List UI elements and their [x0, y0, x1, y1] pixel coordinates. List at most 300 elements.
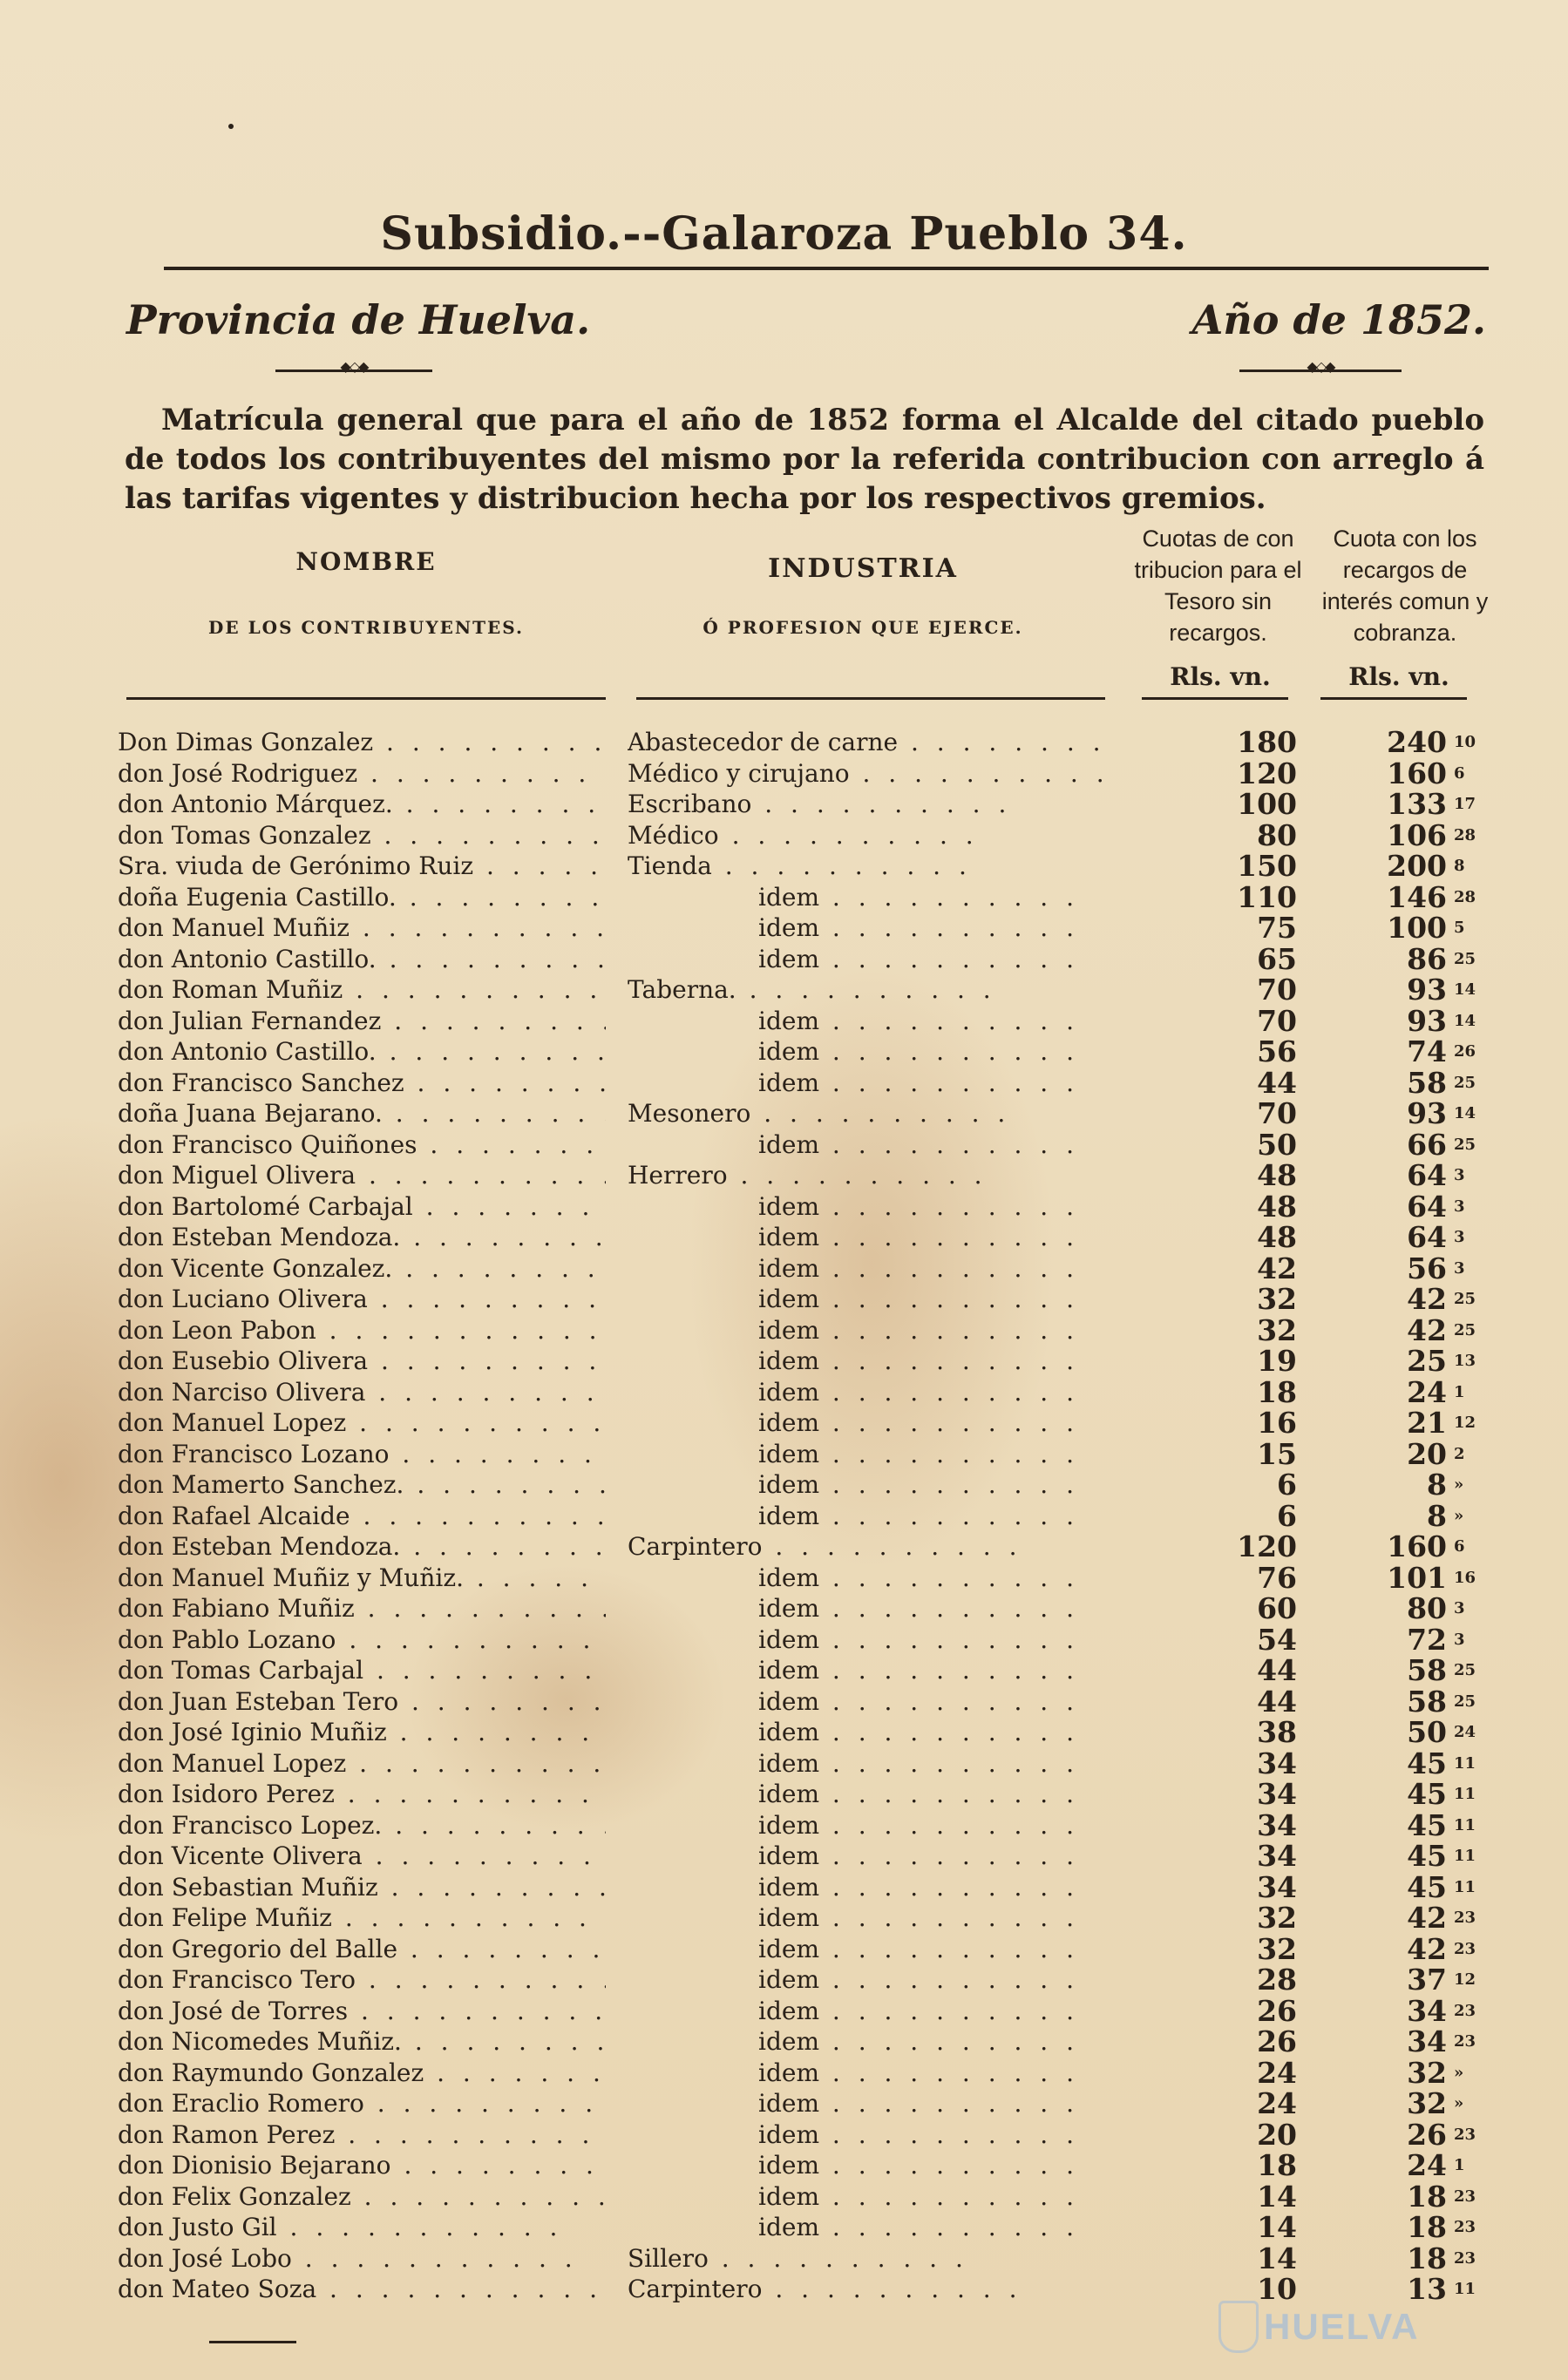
industry: idem . .	[628, 2088, 1116, 2119]
cuota-recargos-cents: 25	[1454, 1692, 1476, 1711]
cuota-recargos: 45	[1407, 1869, 1447, 1904]
cuota-tesoro: 18	[1257, 1374, 1297, 1409]
cuota-recargos: 34	[1407, 1993, 1447, 2028]
cuota-recargos: 32	[1407, 2055, 1447, 2090]
cuota-recargos-cents: 23	[1454, 1939, 1476, 1958]
cuota-recargos-cents: 12	[1454, 1414, 1476, 1432]
table-row	[0, 1436, 1568, 1471]
cuota-recargos: 72	[1407, 1622, 1447, 1657]
industry: idem . .	[628, 2181, 1116, 2213]
cuota-recargos: 74	[1407, 1034, 1447, 1068]
industry: idem . .	[628, 944, 1116, 975]
cuota-tesoro: 70	[1257, 1003, 1297, 1038]
cuota-recargos: 64	[1407, 1189, 1447, 1224]
cuota-recargos-cents: 6	[1454, 763, 1465, 783]
table-row	[0, 1253, 1568, 1285]
contributor-name: don Antonio Castillo. . .	[118, 1036, 606, 1068]
table-row	[0, 1655, 1568, 1686]
table-row	[0, 1993, 1568, 2028]
cuota-tesoro: 80	[1257, 817, 1297, 852]
industry: Taberna. . .	[628, 974, 1116, 1006]
industry: idem . .	[628, 1841, 1116, 1872]
table-row	[0, 1469, 1568, 1501]
contributor-name: don Roman Muñiz . .	[118, 974, 606, 1006]
header-rls-1: Rls. vn.	[1170, 662, 1271, 691]
cuota-recargos-cents: 23	[1454, 2032, 1476, 2051]
cuota-recargos: 21	[1407, 1406, 1447, 1440]
contributor-name: don Manuel Lopez . .	[118, 1748, 606, 1780]
contributors-table	[0, 727, 1568, 2305]
table-row	[0, 2212, 1568, 2243]
cuota-recargos: 80	[1407, 1591, 1447, 1625]
header-rule-nombre	[126, 697, 606, 700]
cuota-recargos-cents: 11	[1454, 1847, 1476, 1865]
contributor-name: don Francisco Lopez. . .	[118, 1810, 606, 1841]
industry: idem . .	[628, 1686, 1116, 1718]
header-rule-industria	[636, 697, 1105, 700]
cuota-recargos-cents: 16	[1454, 1568, 1476, 1587]
table-row	[0, 1748, 1568, 1780]
industry: idem . .	[628, 1469, 1116, 1501]
contributor-name: don Gregorio del Balle . .	[118, 1934, 606, 1965]
industry: idem . .	[628, 1563, 1116, 1594]
industry: idem . .	[628, 1655, 1116, 1686]
industry: idem . .	[628, 1284, 1116, 1315]
cuota-recargos: 106	[1387, 817, 1447, 852]
table-row	[0, 1717, 1568, 1748]
cuota-recargos: 64	[1407, 1220, 1447, 1254]
cuota-recargos: 160	[1387, 1529, 1447, 1563]
cuota-recargos: 93	[1407, 973, 1447, 1007]
cuota-recargos-cents: 24	[1454, 1723, 1476, 1741]
cuota-recargos-cents: 10	[1454, 733, 1476, 751]
cuota-recargos-cents: 3	[1454, 1258, 1465, 1278]
cuota-tesoro: 32	[1257, 1901, 1297, 1935]
cuota-tesoro: 24	[1257, 2086, 1297, 2120]
cuota-recargos: 26	[1407, 2117, 1447, 2152]
industry: idem . .	[628, 1315, 1116, 1346]
cuota-tesoro: 34	[1257, 1869, 1297, 1904]
cuota-recargos: 42	[1407, 1282, 1447, 1316]
contributor-name: don Esteban Mendoza. . .	[118, 1222, 606, 1253]
cuota-tesoro: 150	[1237, 849, 1297, 883]
cuota-tesoro: 6	[1277, 1498, 1297, 1533]
table-row	[0, 1191, 1568, 1223]
cuota-recargos: 56	[1407, 1251, 1447, 1285]
cuota-recargos-cents: 23	[1454, 2001, 1476, 2020]
cuota-tesoro: 14	[1257, 2179, 1297, 2214]
cuota-recargos-cents: 3	[1454, 1228, 1465, 1246]
cuota-recargos-cents: 11	[1454, 1753, 1476, 1773]
table-row	[0, 817, 1568, 852]
contributor-name: don Esteban Mendoza. . .	[118, 1531, 606, 1563]
table-row	[0, 1624, 1568, 1656]
cuota-recargos-cents: 23	[1454, 2187, 1476, 2206]
table-row	[0, 1098, 1568, 1129]
cuota-recargos: 200	[1387, 849, 1447, 883]
industry: idem . .	[628, 1964, 1116, 1996]
industry: idem . .	[628, 1593, 1116, 1624]
cuota-tesoro: 120	[1237, 1529, 1297, 1563]
cuota-recargos: 32	[1407, 2086, 1447, 2120]
contributor-name: don Dionisio Bejarano . .	[118, 2150, 606, 2181]
cuota-recargos: 45	[1407, 1807, 1447, 1842]
contributor-name: don Raymundo Gonzalez . .	[118, 2058, 606, 2089]
cuota-tesoro: 15	[1257, 1436, 1297, 1471]
ornament-left	[275, 370, 432, 372]
cuota-recargos-cents: 3	[1454, 1630, 1465, 1649]
table-row	[0, 1065, 1568, 1100]
cuota-recargos-cents: 25	[1454, 1290, 1476, 1308]
industry: idem . .	[628, 882, 1116, 913]
industry: Médico . .	[628, 820, 1116, 851]
cuota-recargos-cents: 12	[1454, 1970, 1476, 1989]
industry: idem . .	[628, 1748, 1116, 1780]
industry: idem . .	[628, 2119, 1116, 2151]
cuota-tesoro: 60	[1257, 1591, 1297, 1625]
province-heading: Provincia de Huelva.	[126, 296, 591, 343]
cuota-recargos: 24	[1407, 2148, 1447, 2182]
cuota-recargos: 42	[1407, 1901, 1447, 1935]
contributor-name: don Nicomedes Muñiz. . .	[118, 2026, 606, 2058]
table-row	[0, 758, 1568, 790]
contributor-name: don Ramon Perez . .	[118, 2119, 606, 2151]
cuota-recargos-cents: 1	[1454, 2156, 1465, 2174]
cuota-recargos: 50	[1407, 1715, 1447, 1749]
industry: idem . .	[628, 1129, 1116, 1161]
table-row	[0, 1160, 1568, 1191]
contributor-name: don Tomas Gonzalez . .	[118, 820, 606, 851]
industry: idem . .	[628, 2212, 1116, 2243]
table-row	[0, 2150, 1568, 2181]
cuota-recargos: 100	[1387, 911, 1447, 945]
intro-paragraph: Matrícula general que para el año de 1852 forma el Alcalde del citado pueblo de todos los contribuyentes del mismo por la referida contribucion con arreglo á las tarifas vigentes y distribucion hecha por los respectivos gremios.	[125, 403, 1484, 516]
industry: idem . .	[628, 1253, 1116, 1285]
table-row	[0, 1312, 1568, 1347]
contributor-name: don Manuel Muñiz . .	[118, 912, 606, 944]
table-row	[0, 1841, 1568, 1872]
table-row	[0, 1129, 1568, 1161]
industry: idem . .	[628, 1346, 1116, 1377]
ornament-right	[1239, 370, 1402, 372]
cuota-tesoro: 44	[1257, 1684, 1297, 1719]
industry: Tienda . .	[628, 851, 1116, 882]
cuota-recargos-cents: 28	[1454, 887, 1476, 906]
contributor-name: don Rafael Alcaide . .	[118, 1501, 606, 1532]
archive-shield-icon	[1218, 2301, 1259, 2353]
header-rule-cuota2	[1320, 697, 1467, 700]
industry: idem . .	[628, 1902, 1116, 1934]
cuota-recargos-cents: 11	[1454, 1785, 1476, 1803]
table-row	[0, 2274, 1568, 2305]
table-row	[0, 1869, 1568, 1904]
cuota-tesoro: 54	[1257, 1622, 1297, 1657]
cuota-tesoro: 14	[1257, 2210, 1297, 2244]
header-cuota-recargos: Cuota con los recargos de interés comun y cobranza.	[1321, 525, 1489, 646]
cuota-tesoro: 44	[1257, 1065, 1297, 1100]
cuota-tesoro: 48	[1257, 1189, 1297, 1224]
contributor-name: Don Dimas Gonzalez . .	[118, 727, 606, 758]
contributor-name: don Sebastian Muñiz . .	[118, 1872, 606, 1903]
table-row	[0, 1003, 1568, 1038]
contributor-name: don Juan Esteban Tero . .	[118, 1686, 606, 1718]
cuota-tesoro: 14	[1257, 2241, 1297, 2275]
industry: idem . .	[628, 912, 1116, 944]
cuota-recargos-cents: 23	[1454, 2125, 1476, 2144]
table-row	[0, 727, 1568, 758]
cuota-recargos: 42	[1407, 1931, 1447, 1966]
table-row	[0, 912, 1568, 944]
footer-rule	[209, 2341, 296, 2343]
cuota-tesoro: 65	[1257, 941, 1297, 976]
cuota-recargos-cents: 26	[1454, 1042, 1476, 1061]
cuota-recargos-cents: 28	[1454, 825, 1476, 844]
cuota-tesoro: 70	[1257, 1096, 1297, 1130]
contributor-name: don José Rodriguez . .	[118, 758, 606, 790]
cuota-recargos-cents: 23	[1454, 1909, 1476, 1927]
cuota-recargos-cents: 11	[1454, 2280, 1476, 2298]
industry: idem . .	[628, 1717, 1116, 1748]
header-nombre-sub: DE LOS CONTRIBUYENTES.	[208, 617, 524, 638]
cuota-recargos-cents: »	[1454, 1506, 1464, 1525]
table-row	[0, 1407, 1568, 1439]
industry: Abastecedor de carne . .	[628, 727, 1116, 758]
industry: Médico y cirujano . .	[628, 758, 1116, 790]
header-industria: INDUSTRIA	[768, 553, 958, 584]
title-rule	[164, 267, 1489, 270]
cuota-recargos: 45	[1407, 1839, 1447, 1873]
industry: idem . .	[628, 1222, 1116, 1253]
industry: Carpintero . .	[628, 1531, 1116, 1563]
cuota-tesoro: 32	[1257, 1282, 1297, 1316]
industry: idem . .	[628, 1036, 1116, 1068]
cuota-recargos-cents: »	[1454, 2063, 1464, 2082]
industry: Mesonero . .	[628, 1098, 1116, 1129]
cuota-recargos: 58	[1407, 1684, 1447, 1719]
contributor-name: don Vicente Olivera . .	[118, 1841, 606, 1872]
industry: idem . .	[628, 1810, 1116, 1841]
cuota-recargos: 37	[1407, 1963, 1447, 1997]
cuota-recargos: 18	[1407, 2210, 1447, 2244]
cuota-tesoro: 110	[1237, 879, 1297, 914]
contributor-name: don Antonio Márquez. . .	[118, 789, 606, 820]
cuota-recargos: 45	[1407, 1746, 1447, 1780]
cuota-recargos: 18	[1407, 2179, 1447, 2214]
table-row	[0, 2181, 1568, 2213]
contributor-name: don Francisco Lozano . .	[118, 1439, 606, 1470]
cuota-recargos-cents: 8	[1454, 857, 1465, 875]
cuota-recargos-cents: »	[1454, 2094, 1464, 2112]
cuota-tesoro: 16	[1257, 1406, 1297, 1440]
cuota-tesoro: 10	[1257, 2272, 1297, 2306]
table-row	[0, 1284, 1568, 1315]
cuota-recargos-cents: 11	[1454, 1815, 1476, 1834]
cuota-recargos: 45	[1407, 1777, 1447, 1811]
contributor-name: don Manuel Muñiz y Muñiz. . .	[118, 1563, 606, 1594]
table-row	[0, 1498, 1568, 1533]
contributor-name: don Justo Gil . .	[118, 2212, 606, 2243]
cuota-recargos-cents: 11	[1454, 1877, 1476, 1896]
industry: idem . .	[628, 1377, 1116, 1408]
contributor-name: don Eusebio Olivera . .	[118, 1346, 606, 1377]
cuota-tesoro: 56	[1257, 1034, 1297, 1068]
industry: idem . .	[628, 2150, 1116, 2181]
cuota-recargos-cents: 3	[1454, 1599, 1465, 1617]
contributor-name: don Mateo Soza . .	[118, 2274, 606, 2305]
cuota-recargos: 93	[1407, 1003, 1447, 1038]
contributor-name: don Francisco Tero . .	[118, 1964, 606, 1996]
cuota-recargos-cents: 25	[1454, 1661, 1476, 1679]
cuota-recargos: 13	[1407, 2272, 1447, 2306]
cuota-tesoro: 34	[1257, 1839, 1297, 1873]
table-row	[0, 1222, 1568, 1253]
industry: Escribano . .	[628, 789, 1116, 820]
industry: Sillero . .	[628, 2243, 1116, 2275]
cuota-tesoro: 6	[1277, 1468, 1297, 1502]
table-row	[0, 2119, 1568, 2151]
cuota-tesoro: 26	[1257, 1993, 1297, 2028]
cuota-recargos-cents: 25	[1454, 1320, 1476, 1339]
cuota-tesoro: 44	[1257, 1653, 1297, 1687]
page-title: Subsidio.--Galaroza Pueblo 34.	[380, 207, 1188, 261]
ink-speck	[228, 124, 234, 129]
contributor-name: don Luciano Olivera . .	[118, 1284, 606, 1315]
cuota-tesoro: 180	[1237, 725, 1297, 759]
header-nombre: NOMBRE	[295, 547, 437, 576]
table-row	[0, 1964, 1568, 1996]
table-row	[0, 851, 1568, 882]
cuota-recargos: 86	[1407, 941, 1447, 976]
cuota-tesoro: 42	[1257, 1251, 1297, 1285]
cuota-tesoro: 70	[1257, 973, 1297, 1007]
contributor-name: don Leon Pabon . .	[118, 1315, 606, 1346]
table-row	[0, 1686, 1568, 1718]
industry: idem . .	[628, 1872, 1116, 1903]
contributor-name: don Felix Gonzalez . .	[118, 2181, 606, 2213]
cuota-recargos: 8	[1427, 1468, 1447, 1502]
industry: idem . .	[628, 1439, 1116, 1470]
cuota-recargos-cents: 25	[1454, 1073, 1476, 1092]
contributor-name: doña Juana Bejarano. . .	[118, 1098, 606, 1129]
cuota-tesoro: 32	[1257, 1931, 1297, 1966]
cuota-tesoro: 19	[1257, 1344, 1297, 1378]
cuota-recargos: 93	[1407, 1096, 1447, 1130]
cuota-recargos-cents: 14	[1454, 1011, 1476, 1030]
table-row	[0, 1779, 1568, 1810]
contributor-name: don José de Torres . .	[118, 1996, 606, 2027]
cuota-tesoro: 48	[1257, 1158, 1297, 1192]
cuota-recargos-cents: 3	[1454, 1197, 1465, 1216]
contributor-name: don Manuel Lopez . .	[118, 1407, 606, 1439]
header-rule-cuota1	[1142, 697, 1288, 700]
contributor-name: don Antonio Castillo. . .	[118, 944, 606, 975]
contributor-name: don Vicente Gonzalez. . .	[118, 1253, 606, 1285]
cuota-tesoro: 100	[1237, 787, 1297, 821]
contributor-name: don Pablo Lozano . .	[118, 1624, 606, 1656]
industry: idem . .	[628, 1501, 1116, 1532]
industry: idem . .	[628, 1996, 1116, 2027]
table-row	[0, 2055, 1568, 2090]
industry: idem . .	[628, 1407, 1116, 1439]
cuota-tesoro: 34	[1257, 1777, 1297, 1811]
contributor-name: don Mamerto Sanchez. . .	[118, 1469, 606, 1501]
contributor-name: doña Eugenia Castillo. . .	[118, 882, 606, 913]
table-row	[0, 1374, 1568, 1409]
cuota-tesoro: 48	[1257, 1220, 1297, 1254]
cuota-recargos-cents: 25	[1454, 1135, 1476, 1154]
table-row	[0, 1931, 1568, 1966]
industry: idem . .	[628, 1006, 1116, 1037]
cuota-recargos-cents: 17	[1454, 795, 1476, 813]
cuota-recargos: 58	[1407, 1653, 1447, 1687]
cuota-recargos: 20	[1407, 1436, 1447, 1471]
contributor-name: don Narciso Olivera . .	[118, 1377, 606, 1408]
header-rls-2: Rls. vn.	[1348, 662, 1449, 691]
contributor-name: don Eraclio Romero . .	[118, 2088, 606, 2119]
contributor-name: don Tomas Carbajal . .	[118, 1655, 606, 1686]
contributor-name: don Francisco Sanchez . .	[118, 1068, 606, 1099]
cuota-recargos: 160	[1387, 756, 1447, 790]
cuota-recargos: 42	[1407, 1312, 1447, 1347]
table-row	[0, 1560, 1568, 1595]
cuota-recargos-cents: 5	[1454, 919, 1465, 937]
cuota-recargos: 25	[1407, 1344, 1447, 1378]
table-row	[0, 1593, 1568, 1624]
table-row	[0, 789, 1568, 820]
industry: idem . .	[628, 1779, 1116, 1810]
table-row	[0, 974, 1568, 1006]
industry: idem . .	[628, 2058, 1116, 2089]
cuota-recargos: 64	[1407, 1158, 1447, 1192]
contributor-name: don José Iginio Muñiz . .	[118, 1717, 606, 1748]
cuota-tesoro: 26	[1257, 2024, 1297, 2058]
cuota-tesoro: 18	[1257, 2148, 1297, 2182]
industry: idem . .	[628, 1934, 1116, 1965]
cuota-tesoro: 28	[1257, 1963, 1297, 1997]
header-cuota-tesoro: Cuotas de con tribucion para el Tesoro sin recargos.	[1134, 525, 1302, 646]
cuota-recargos: 146	[1387, 879, 1447, 914]
cuota-recargos: 24	[1407, 1374, 1447, 1409]
cuota-tesoro: 20	[1257, 2117, 1297, 2152]
cuota-recargos: 34	[1407, 2024, 1447, 2058]
cuota-recargos: 101	[1387, 1560, 1447, 1595]
cuota-recargos-cents: 2	[1454, 1444, 1465, 1463]
table-row	[0, 1346, 1568, 1377]
cuota-recargos: 66	[1407, 1127, 1447, 1162]
industry: idem . .	[628, 2026, 1116, 2058]
table-row	[0, 1531, 1568, 1563]
industry: Carpintero . .	[628, 2274, 1116, 2305]
industry: idem . .	[628, 1624, 1116, 1656]
cuota-recargos-cents: 23	[1454, 2248, 1476, 2268]
table-row	[0, 1807, 1568, 1842]
industry: Herrero . .	[628, 1160, 1116, 1191]
cuota-tesoro: 76	[1257, 1560, 1297, 1595]
table-row	[0, 2243, 1568, 2275]
cuota-recargos-cents: 14	[1454, 1104, 1476, 1122]
table-row	[0, 2026, 1568, 2058]
cuota-tesoro: 120	[1237, 756, 1297, 790]
table-row	[0, 2088, 1568, 2119]
header-industria-sub: Ó PROFESION QUE EJERCE.	[703, 617, 1023, 638]
contributor-name: don Julian Fernandez . .	[118, 1006, 606, 1037]
cuota-recargos: 240	[1387, 725, 1447, 759]
industry: idem . .	[628, 1068, 1116, 1099]
archive-stamp: HUELVA	[1264, 2306, 1420, 2347]
contributor-name: don Fabiano Muñiz . .	[118, 1593, 606, 1624]
table-row	[0, 1036, 1568, 1068]
table-row	[0, 1902, 1568, 1934]
